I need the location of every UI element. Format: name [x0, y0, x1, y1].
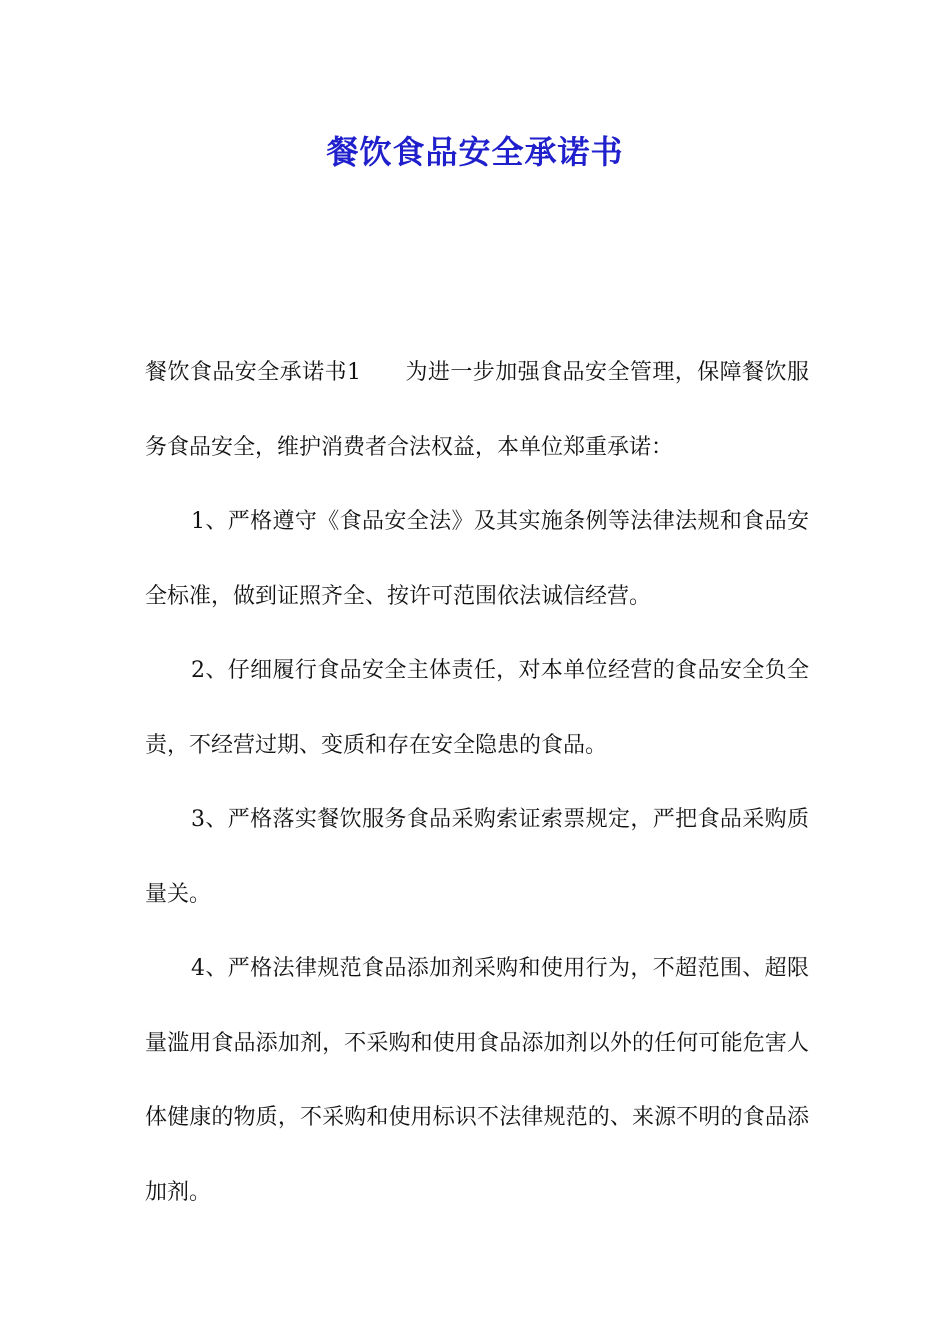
document-body: [145, 336, 809, 1230]
commitment-item-4: 4、严格法律规范食品添加剂采购和使用行为，不超范围、超限量滥用食品添加剂，不采购和使用食品添加剂以外的任何可能危害人体健康的物质，不采购和使用标识不法律规范的、来源不明的食品添加剂。: [145, 956, 809, 1205]
commitment-item-1: 1、严格遵守《食品安全法》及其实施条例等法律法规和食品安全标准，做到证照齐全、按许可范围依法诚信经营。: [145, 509, 809, 609]
intro-paragraph: [145, 336, 809, 485]
intro-text: 为进一步加强食品安全管理，保障餐饮服务食品安全，维护消费者合法权益，本单位郑重承诺：: [145, 360, 809, 460]
commitment-item-2: 2、仔细履行食品安全主体责任，对本单位经营的食品安全负全责，不经营过期、变质和存在安全隐患的食品。: [145, 658, 809, 758]
document-title: 餐饮食品安全承诺书: [326, 133, 624, 171]
intro-heading: 餐饮食品安全承诺书1: [145, 360, 361, 385]
commitment-item-3: 3、严格落实餐饮服务食品采购索证索票规定，严把食品采购质量关。: [145, 807, 809, 907]
